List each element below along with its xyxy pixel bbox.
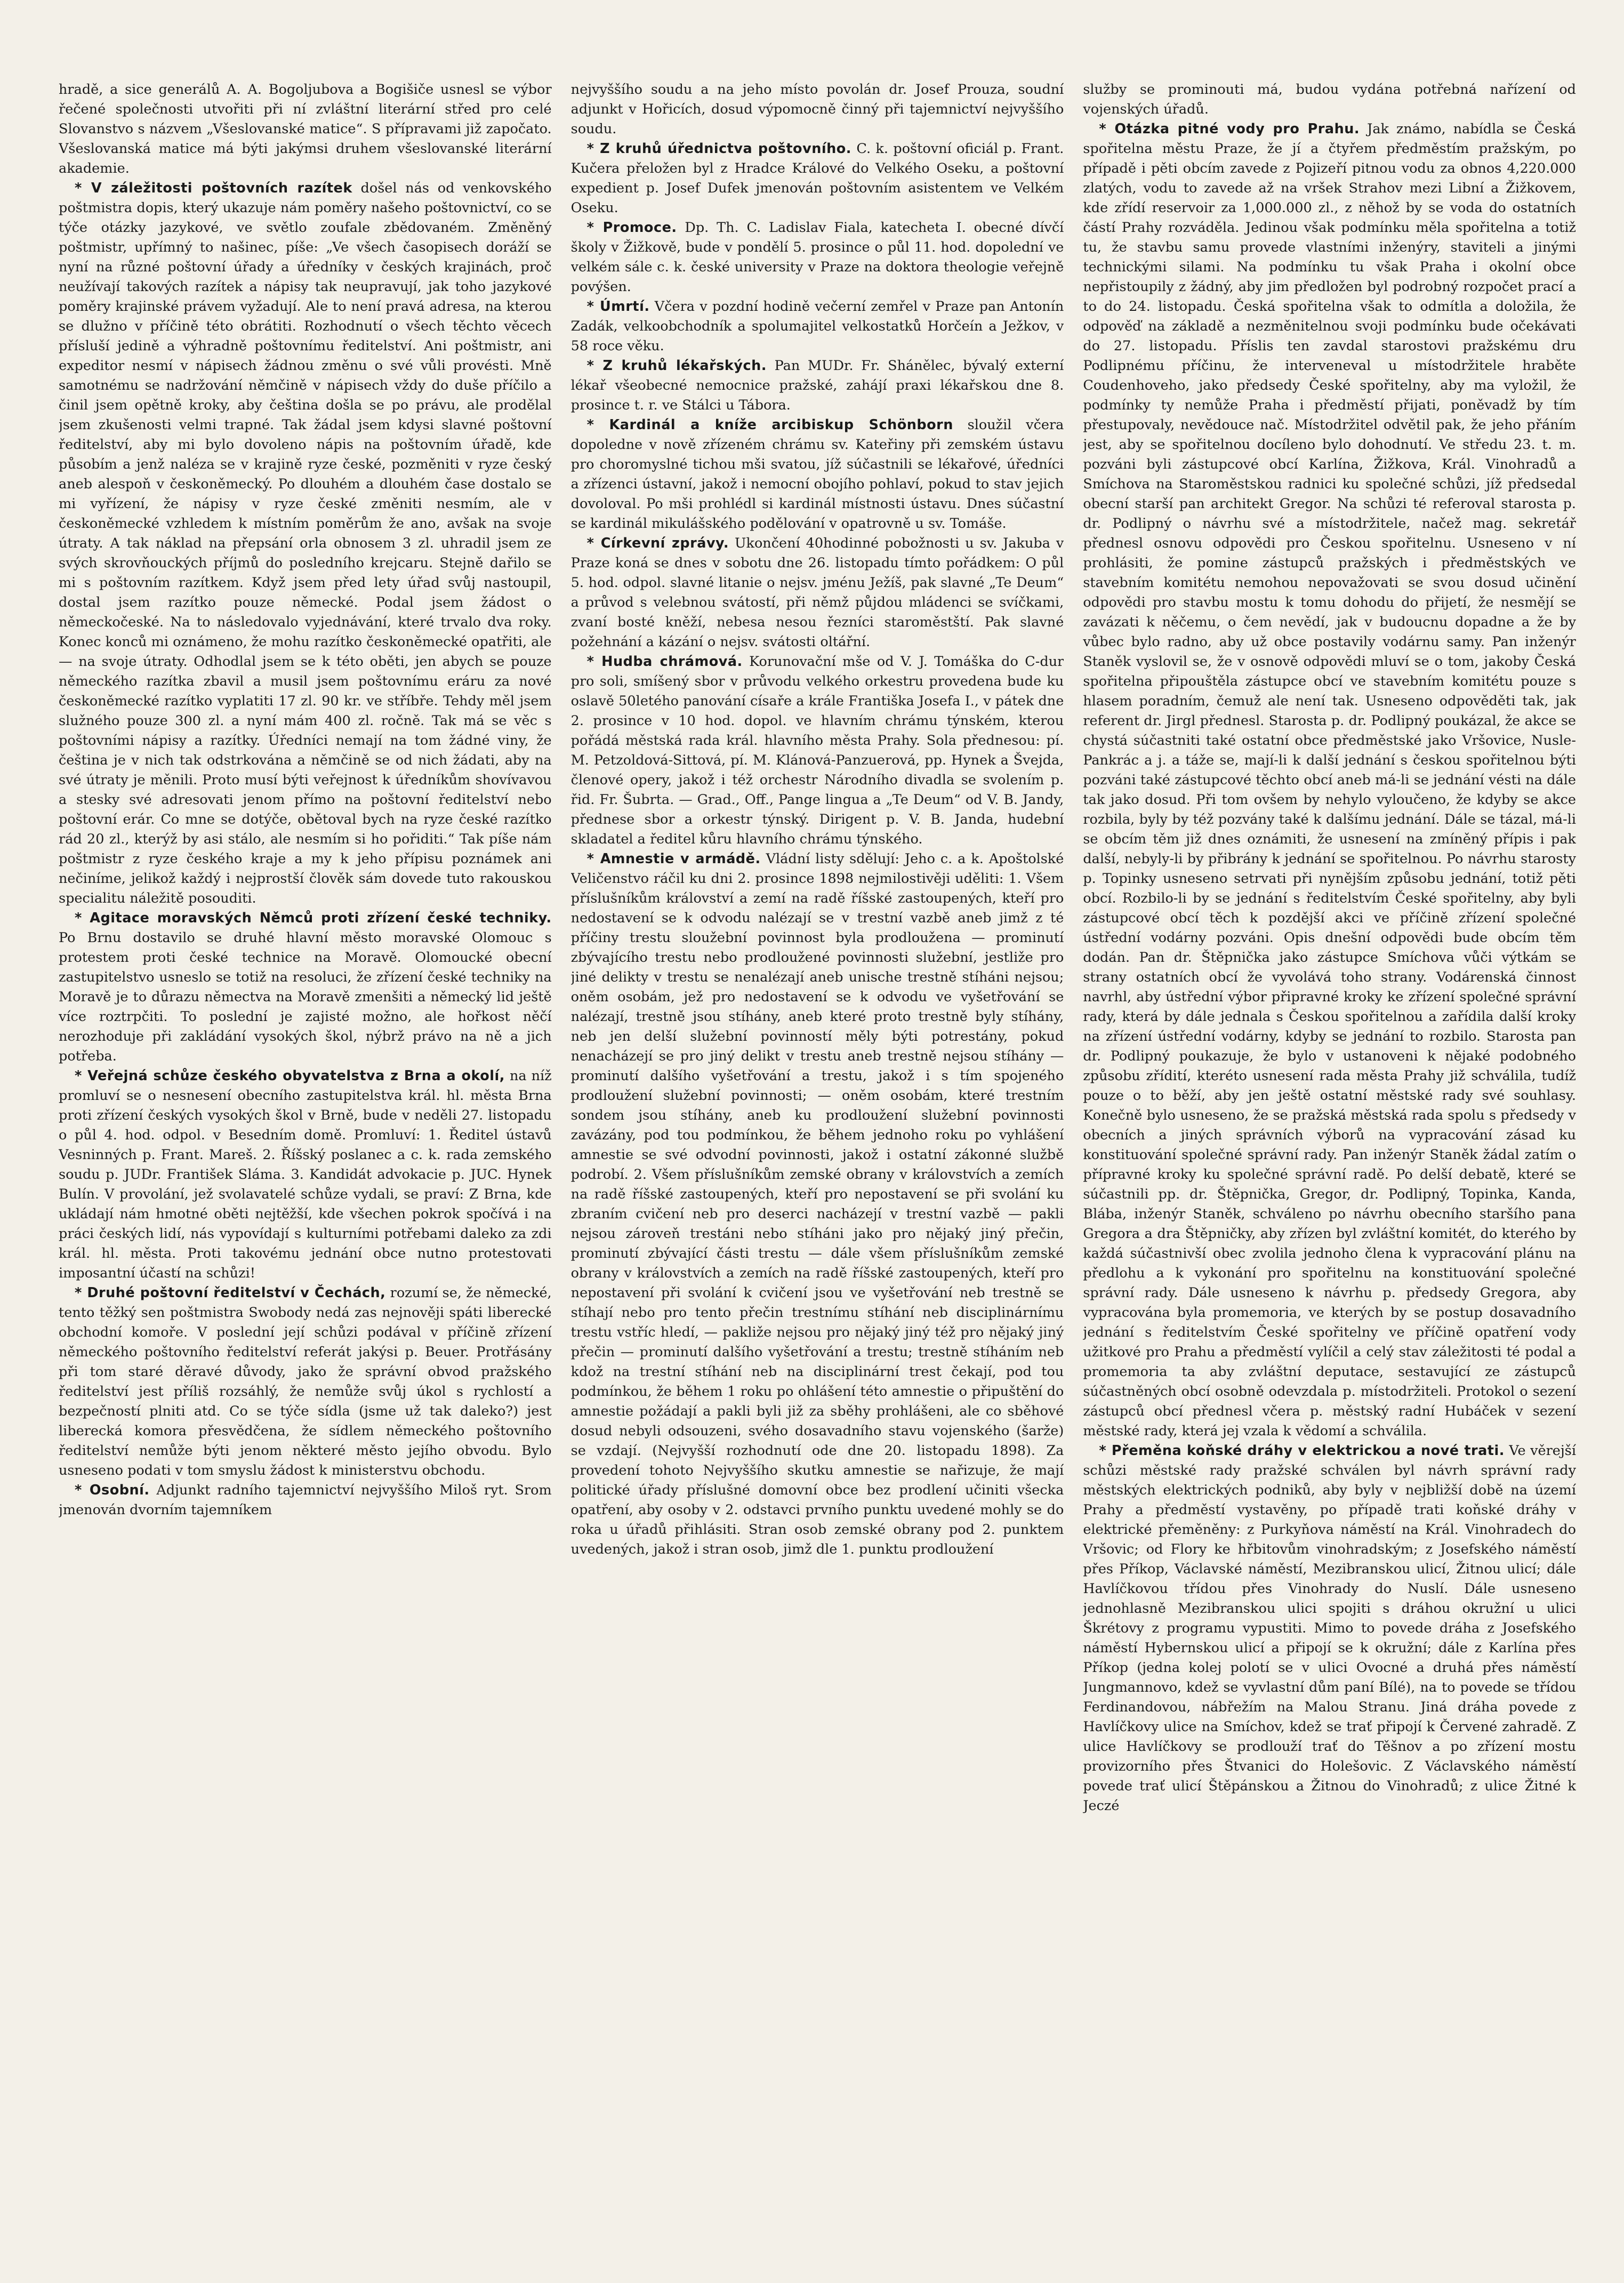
article	[59, 1481, 552, 1520]
article	[571, 534, 1064, 652]
article	[59, 1283, 552, 1481]
article	[1083, 1441, 1576, 1816]
article-headline: * Úmrtí.	[586, 299, 650, 315]
article	[59, 909, 552, 1066]
article	[1083, 119, 1576, 1441]
article-headline: * Osobní.	[75, 1482, 150, 1498]
article-body: Ukončení 40hodinné pobožnosti u sv. Jakuba v Praze koná se dnes v sobotu dne 26. listopadu tímto pořádkem: O půl 5. hod. odpol. slavné litanie o nejsv. jménu Ježíš, pak slavné „Te Deum“ a průvod s velebnou svátostí, při němž půjdou mládenci se svíčkami, zvaní bosté kněží, nebesa nesou řezníci staroměstští. Pak slavné požehnání a kázání o nejsv. svátosti oltářní.	[570, 535, 1064, 650]
column-middle	[571, 80, 1064, 2240]
column-right	[1083, 80, 1576, 2240]
article-body: Dp. Th. C. Ladislav Fiala, katecheta I. obecné dívčí školy v Žižkově, bude v pondělí 5. prosince o půl 11. hod. dopolední ve velkém sále c. k. české university v Praze na doktora theologie veřejně povýšen.	[570, 220, 1064, 295]
article-body: Po Brnu dostavilo se druhé hlavní město moravské Olomouc s protestem proti české technice na Moravě. Olomoucké obecní zastupitelstvo usneslo se totiž na resoluci, že zřízení české techniky na Moravě je to důrazu němectva na Moravě zmenšiti a německý lid ještě více roztrpčiti. To poslední je zajisté možno, ale hořkost něčí nerozhoduje při zakládání vysokých škol, nýbrž právo na ně a jich potřeba.	[59, 930, 552, 1064]
article	[571, 356, 1064, 415]
column-left	[59, 80, 552, 2240]
article-body: hradě, a sice generálů A. A. Bogoljubova a Bogišiče usnesl se výbor řečené společnosti utvořiti při ní zvláštní literární střed pro celé Slovanstvo s názvem „Všeslovanské matice“. S přípravami již započato. Všeslovanská matice má býti jakýmsi druhem všeslovanské literární akademie.	[59, 82, 552, 176]
article-body: nejvyššího soudu a na jeho místo povolán dr. Josef Prouza, soudní adjunkt v Hořicích, dosud výpomocně činný při tajemnictví nejvyššího soudu.	[570, 82, 1064, 137]
article-columns	[59, 80, 1576, 2240]
article-headline: * V záležitosti poštovních razítek	[75, 180, 352, 196]
article-headline: * Církevní zprávy.	[586, 535, 729, 551]
article-headline: * Kardinál a kníže arcibiskup Schönborn	[586, 417, 953, 433]
article-headline: * Veřejná schůze českého obyvatelstva z Brna a okolí,	[75, 1068, 505, 1084]
article	[571, 415, 1064, 534]
article-body: Vládní listy sdělují: Jeho c. a k. Apoštolské Veličenstvo ráčil ku dni 2. prosince 1898 nejmilostivěji uděliti: 1. Všem příslušníkům království a zemí na radě říšské zastoupených, kteří pro nedostavení se k odvodu nalézají se v trestní vazbě aneb jimž z té příčiny trestu sloužební povinnost byla prodloužena — prominutí zbývajícího trestu nebo prodloužené povinnosti služební, jestliže pro jiné delikty v trestu se nenalézají aneb unische trestně stíháni nejsou; oněm osobám, jež pro nedostavení se k odvodu ve vyšetřování se nalézají, trestně jsou stíhány, aneb které proto trestně byly stíhány, neb jen delší služební povinností měly býti potrestány, pokud nenacházejí se pro jiný delikt v trestu aneb trestně nejsou stíhány — prominutí dalšího vyšetřování a trestu, jakož i s tím spojeného prodloužení služební povinnosti; — oněm osobám, které trestním sondem jsou stíhány, aneb ku prodloužení služební povinnosti zavázány, pod tou podmínkou, že během jednoho roku po vyhlášení amnestie se své odvodní povinnosti, jakož i ostatní zákonné službě podrobí. 2. Všem příslušníkům zemské obrany v královstvích a zemích na radě říšské zastoupených, kteří pro nepostavení se při svolání ku zbraním cvičení neb pro deserci nacházejí v trestní vazbě — pakli nejsou zároveň trestáni nebo stíháni jako pro nějaký jiný přečin, prominutí zbývající části trestu — dále všem příslušníkům zemské obrany v královstvích a zemích na radě říšské zastoupených, kteří pro nepostavení při svolání k cvičení jsou ve vyšetřování neb trestně se stíhají nebo pro tento přečin trestnímu stíhání neb disciplinárnímu trestu vstříc hledí, — pakliže nejsou pro nějaký jiný též pro nějaký jiný přečin — prominutí dalšího vyšetřování a trestu; trestně stíháním neb kdož na trestní stíhání neb na disciplinární trest čekají, pod tou podmínkou, že během 1 roku po ohlášení této amnestie o připuštění do amnestie požádají a pakli byli již za sběhy prohlášeni, ale co sběhové dosud nebyli odsouzeni, svého dosavadního stavu vojenského (šarže) se vzdají. (Nejvyšší rozhodnutí ode dne 20. listopadu 1898). Za provedení tohoto Nejvyššího skutku amnestie se nařizuje, že mají politické úřady příslušné domovní obce bez prodlení učiniti všecka opatření, aby osoby v 2. odstavci prvního punktu uvedené mohly se do roka u úřadů přihlásiti. Stran osob zemské obrany pod 2. punktem uvedených, jakož i stran osob, jimž dle 1. punktu prodloužení	[570, 851, 1064, 1557]
article	[571, 218, 1064, 297]
article	[571, 652, 1064, 849]
article-body: sloužil včera dopoledne v nově zřízeném chrámu sv. Kateřiny při zemském ústavu pro choromyslné tichou mši svatou, jíž súčastnili se lékařové, úředníci a zřízenci ústavní, jakož i nemocní obojího pohlaví, pokud to stav jejich dovoloval. Po mši prohlédl si kardinál místnosti ústavu. Dnes súčastní se kardinál mikulášského podělování v opatrovně u sv. Tomáše.	[570, 417, 1064, 532]
article-headline: * Z kruhů lékařských.	[586, 358, 767, 374]
article-headline: * Agitace moravských Němců proti zřízení české techniky.	[75, 910, 552, 926]
article-continuation	[1083, 80, 1576, 119]
article	[59, 1066, 552, 1283]
article-continuation	[59, 80, 552, 179]
article	[571, 139, 1064, 218]
article-continuation	[571, 80, 1064, 139]
article-headline: * Amnestie v armádě.	[586, 851, 761, 867]
article-body: Korunovační mše od V. J. Tomáška do C-dur pro soli, smíšený sbor v průvodu velkého orkestru provedena bude ku oslavě 50letého panování císaře a krále Františka Josefa I., v pátek dne 2. prosince v 10 hod. dopol. ve hlavním chrámu týnském, kterou pořádá městská rada král. hlavního města Prahy. Sola přednesou: pí. M. Petzoldová-Sittová, pí. M. Klánová-Panzuerová, pp. Hynek a Švejda, členové opery, jakož i též orchestr Národního divadla se svolením p. řid. Fr. Šubrta. — Grad., Off., Pange lingua a „Te Deum“ od V. B. Jandy, přednese sbor a orkestr týnský. Dirigent p. V. B. Janda, hudební skladatel a ředitel kůru hlavního chrámu týnského.	[570, 654, 1064, 847]
article	[571, 849, 1064, 1559]
article	[59, 179, 552, 909]
article-body: na níž promluví se o nesnesení obecního zastupitelstva král. hl. města Brna proti zřízení českých vysokých škol v Brně, bude v neděli 27. listopadu o půl 4. hod. odpol. v Besedním domě. Promluví: 1. Ředitel ústavů Vesninných p. Frant. Mareš. 2. Říšský poslanec a c. k. rada zemského soudu p. JUDr. František Sláma. 3. Kandidát advokacie p. JUC. Hynek Bulín. V provolání, jež svolavatelé schůze vydali, se praví: Z Brna, kde ukládají nám hmotné oběti nejtěžší, kde všechen pokrok spočívá i na práci českých lidí, nás vypovídají s kulturními potřebami daleko za zdi král. hl. města. Proti takovému jednání obce nutno protestovati imposantní účastí na schůzi!	[59, 1068, 552, 1281]
article-body: Pan MUDr. Fr. Shánělec, bývalý externí lékař všeobecné nemocnice pražské, zahájí praxi lékařskou dne 8. prosince t. r. ve Stálci u Tábora.	[570, 358, 1064, 413]
article-body: služby se prominouti má, budou vydána potřebná nařízení od vojenských úřadů.	[1083, 82, 1576, 117]
article-body: Jak známo, nabídla se Česká spořitelna městu Praze, že jí a čtyřem předměstím pražským, po případě i pěti obcím zavede z Pojizeří pitnou vodu za obnos 4,220.000 zlatých, vodu to zavede až na vršek Strahov mezi Libní a Žižkovem, kde zřídí reservoir za 1,000.000 zl., z něhož by se voda do ostatních částí Prahy rozváděla. Jedinou však podmínku měla spořitelna a totiž tu, že stavbu samu provede vlastními inženýry, staviteli a jinými technickými silami. Na podmínku tu však Praha i okolní obce nepřistoupily z žádný, aby jim předložen byl podrobný rozpočet prací a to do 24. listopadu. Česká spořitelna však to odmítla a doložila, že odpověď na základě a nezměnitelnou svoji podmínku bude očekávati do 27. listopadu. Příslis ten zavdal starostovi pražskému dru Podlipnému příčinu, že interveneval u místodržitele hraběte Coudenhoveho, jako předsedy České spořitelny, aby ma vyložil, že podmínky ty nemůže Praha i předměstí přijati, poněvadž by tím přestupovaly, nevědouce nač. Místodržitel odvětil pak, že jeho přáním jest, aby se spořitelnou docíleno bylo dohodnutí. Ve středu 23. t. m. pozváni byli zástupcové obcí Karlína, Žižkova, Král. Vinohradů a Smíchova na Staroměstskou radnici ku společné schůzi, jíž předsedal obecní starší pan architekt Gregor. Na schůzi té referoval starosta p. dr. Podlipný o návrhu své a místodržitele, načež mag. sekretář přednesl osnovu odpovědi pro Českou spořitelnu. Usneseno v ní prohlásiti, že pomine zástupců pražských i předměstských ve stavebním komitétu nemohou nepovažovati se svou dosud učinění odpovědi pro stavbu mostu k tomu dohodu do přijetí, že nesmějí se zavázati k něčemu, o čem nevědí, jak v budoucnu dopadne a že by vůbec bylo radno, aby už obce postavily vodárnu samy. Pan inženýr Staněk vyslovil se, že v osnově odpovědi mluví se o tom, jakoby Česká spořitelna připouštěla zástupce obcí ve stavebním komitétu pouze s hlasem poradním, čemuž ale není tak. Usneseno odpověděti tak, jak referent dr. Jirgl přednesl. Starosta p. dr. Podlipný poukázal, že akce se chystá súčastniti také ostatní obce předměstské jako Vršovice, Nusle-Pankrác a j. a táže se, mají-li k další jednání s českou spořitelnou býti pozváni také zástupcové těchto obcí aneb má-li se jednání vésti na dále tak jako dosud. Při tom ovšem by nehylo vyloučeno, že kdyby se akce rozbila, byly by též pozvány také k dalšímu jednání. Dále se tázal, má-li se obcím těm již dnes oznámiti, že usnesení na zmíněný přípis i pak další, nebyly-li by přibrány k jednání se spořitelnou. Po návrhu starosty p. Topinky usneseno setrvati při nynějším způsobu jednání, totiž pěti obcí. Rozbilo-li by se jednání s ředitelstvím České spořitelny, aby byli zástupcové obcí těch k pozdější akci ve příčině zřízení společné ústřední vodárny pozváni. Opis dnešní odpovědi bude obcím těm dodán. Pan dr. Štěpnička jako zástupce Smíchova vůči výtkám se strany ostatních obcí že vyvolává toho strany. Vodárenská činnost navrhl, aby ústřední výbor připravné kroky ke zřízení společné správní rady, která by dále jednala s Českou spořitelnou a zařídila další kroky na zřízení ústřední vodárny, kdyby se jednání to rozbilo. Starosta pan dr. Podlipný poukazuje, že bylo v ustanoveni k nějaké podobného způsobu zřídití, kteréto usnesení rada města Prahy již schválila, tudíž pouze o to běží, aby jen ještě ostatní městské rady své souhlasy. Konečně bylo usneseno, že se pražská městská rada spolu s předsedy v obecních a jiných správních výborů na vypracování zásad ku konstituování společné správní rady. Pan inženýr Staněk žádal zatím o přípravné kroky ku společné správní radě. Po delší debatě, které se súčastnili pp. dr. Štěpnička, Gregor, dr. Podlipný, Topinka, Kanda, Blába, inženýr Staněk, schváleno po návrhu obecního staršího pana Gregora a dra Štěpničky, aby zřízen byl zvláštní komitét, do kterého by každá súčastnivší obec zvolila jednoho člena k vypracování plánu na předlohu a k vykonání pro spořitelnu na konstituování společné správní rady. Dále usneseno k návrhu p. předsedy Gregora, aby vypracována byla promemoria, ve kterých by se postup dosavadního jednání s ředitelstvím České spořitelny ve příčině opatření vody užitkové pro Prahu a předměstí vylíčil a celý stav záležitosti té podal a promemoria ta aby zvláštní deputace, sestavující ze zástupců súčastněných obcí osobně odevzdala p. místodržiteli. Protokol o sezení zástupců obcí přednesl včera p. městský radní Hubáček v sezení městské rady, která jej vzala k vědomí a schválila.	[1083, 121, 1576, 1439]
article-body: Ve věrejší schůzi městské rady pražské schválen byl návrh správní rady městských elektrických podniků, aby byly v nejbližší době na území Prahy a předměstí vystavěny, po případě trati koňské dráhy v elektrické přeměněny: z Purkyňova náměstí na Král. Vinohradech do Vršovic; od Flory ke hřbitovům vinohradským; z Josefského náměstí přes Příkop, Václavské náměstí, Mezibranskou ulicí, Žitnou ulicí; dále Havlíčkovou třídou přes Vinohrady do Nuslí. Dále usneseno jednohlasně Mezibranskou ulici spojiti s dráhou okružní u ulici Škrétovy z programu vypustiti. Mimo to povede dráha z Josefského náměstí Hybernskou ulicí a připojí se k okružní; dále z Karlína přes Příkop (jedna kolej polotí se v ulici Ovocné a druhá přes náměstí Jungmannovo, kdež se vyvlastní dům paní Bílé), na to povede se třídou Ferdinandovou, nábřežím na Malou Stranu. Jiná dráha povede z Havlíčkovy ulice na Smíchov, kdež se trať připojí k Červené zahradě. Z ulice Havlíčkovy se prodlouží trať do Těšnov a po zřízení mostu provizorního přes Štvanici do Holešovic. Z Václavského náměstí povede trať ulicí Štěpánskou a Žitnou do Vinohradů; z ulice Žitné k Jeczé	[1083, 1443, 1576, 1814]
article-headline: * Promoce.	[586, 220, 677, 236]
article-headline: * Otázka pitné vody pro Prahu.	[1099, 121, 1360, 137]
article-body: Včera v pozdní hodině večerní zemřel v Praze pan Antonín Zadák, velkoobchodník a spolumajitel velkostatků Horčeín a Ježkov, v 58 roce věku.	[570, 299, 1064, 354]
article-body: rozumí se, že německé, tento těžký sen poštmistra Swobody nedá zas nejnověji spáti liberecké obchodní komoře. V poslední její schůzi podával v příčině zřízení německého poštovního ředitelství referát jakýsi p. Beuer. Protřásány při tom staré děravé důvody, jako že správní obvod pražského ředitelství jest příliš rozsáhlý, že nemůže svůj úkol s rychlostí a bezpečností plniti atd. Co se týče sídla (jsme už tak daleko?) jest liberecká komora přesvědčena, že sídlem německého poštovního ředitelství nemůže býti jenom některé město jejího obvodu. Bylo usneseno podati v tom smyslu žádost k ministerstvu obchodu.	[59, 1285, 552, 1478]
article-body: došel nás od venkovského poštmistra dopis, který ukazuje nám poměry našeho poštovnictví, co se týče otázky jazykové, ve světlo zoufale zbědovaném. Změněný poštmistr, upřímný to našinec, píše: „Ve všech časopisech doráží se nyní na různé poštovní úřady a úředníky v českých krajinách, proč neužívají takových razítek a nápisy tak neupravují, jak toho jazykové poměry krajinské právem vyžadují. Ale to není pravá adresa, na kterou se dlužno v příčině této obrátiti. Rozhodnutí o všech těchto věcech přísluší jedině a výhradně poštovnímu ředitelství. Ani poštmistr, ani expeditor nesmí v nápisech žádnou změnu o své vůli provésti. Mně samotnému se nadržování němčině v nápisech vždy do duše příčilo a činil jsem opětně kroky, aby čeština došla se po právu, ale prodělal jsem zkušenosti velmi trapné. Tak žádal jsem kdysi slavné poštovní ředitelství, aby mi bylo dovoleno nápis na poštovním úřadě, kde působím a jenž naléza se v krajině ryze české, pozměniti v ryze český aneb alespoň v českoněmecký. Po dlouhém a dlouhém čase dostalo se mi vyřízení, že nápisy v ryze české změniti nesmím, ale v českoněmecké vzhledem k místním poměrům že ano, avšak na svoje útraty. A tak náklad na přepsání orla obnosem 3 zl. uhradil jsem ze svých skrovňouckých příjmů do posledního krejcaru. Stejně dařilo se mi s poštovním razítkem. Když jsem před lety úřad svůj nastoupil, dostal jsem razítko pouze německé. Podal jsem žádost o německočeské. Na to následovalo vyjednávání, které trvalo dva roky. Konec konců mi oznámeno, že mohu razítko českoněmecké opatřiti, ale — na svoje útraty. Odhodlal jsem se k této oběti, jen abych se pouze německého razítka zbavil a musil jsem poštovnímu eráru za nové českoněmecké razítko vyplatiti 17 zl. 90 kr. ve stříbře. Tehdy měl jsem služného pouze 300 zl. a nyní mám 400 zl. ročně. Tak má se věc s poštovními nápisy a razítky. Úředníci nemají na tom žádné viny, že čeština je v nich tak odstrkována a němčině se od nich žádati, aby na své útraty je měnili. Proto musí býti veřejnost k úředníkům shovívavou a stesky své adresovati jenom přímo na poštovní ředitelství nebo poštovní erár. Co mne se dotýče, obětoval bych na ryze české razítko rád 20 zl., kterýž by asi stálo, ale nesmím si ho pořiditi.“ Tak píše nám poštmistr z ryze českého kraje a my k jeho přípisu poznámek ani nečiníme, jelikož každý i nejprostší člověk sám dovede tuto rakouskou specialitu náležitě posouditi.	[59, 180, 552, 906]
article-body: Adjunkt radního tajemnictví nejvyššího Miloš ryt. Srom jmenován dvorním tajemníkem	[59, 1482, 552, 1518]
article-headline: * Druhé poštovní ředitelství v Čechách,	[75, 1285, 386, 1301]
article-headline: * Z kruhů úřednictva poštovního.	[586, 141, 851, 157]
article-headline: * Přeměna koňské dráhy v elektrickou a nové trati.	[1099, 1443, 1505, 1459]
article-body: C. k. poštovní oficiál p. Frant. Kučera přeložen byl z Hradce Králové do Velkého Oseku, a poštovní expedient p. Josef Dufek jmenován poštovním asistentem ve Velkém Oseku.	[570, 141, 1064, 216]
article-headline: * Hudba chrámová.	[586, 654, 743, 670]
article	[571, 297, 1064, 356]
